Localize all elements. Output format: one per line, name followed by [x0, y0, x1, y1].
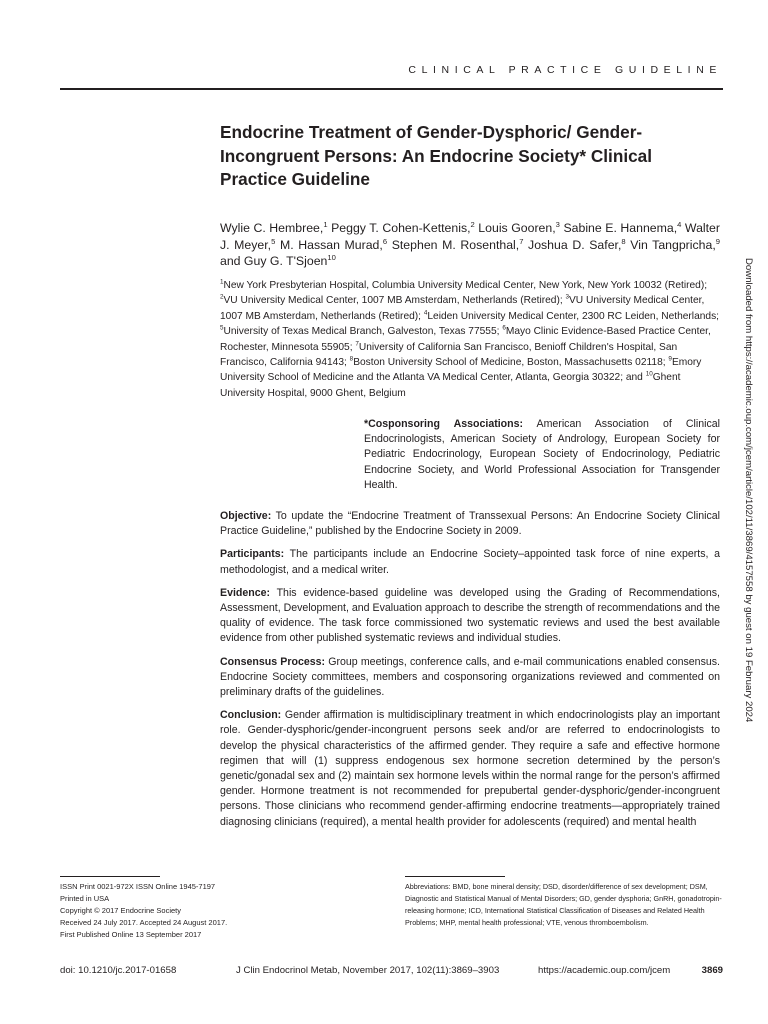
cosponsors-label: *Cosponsoring Associations:: [364, 418, 524, 430]
affiliation-marker: 8: [349, 355, 354, 363]
abstract-evidence: [220, 586, 720, 647]
published-line: First Published Online 13 September 2017: [60, 930, 202, 939]
abstract-conclusion: [220, 708, 720, 830]
author-name: and Guy G. T'Sjoen: [220, 254, 328, 269]
author-affiliation-marker: 1: [323, 219, 328, 229]
affiliation-marker: 5: [220, 324, 224, 332]
author-name: Sabine E. Hannema,: [563, 221, 678, 235]
participants-text: The participants include an Endocrine Society–appointed task force of nine experts, a methodologist, and a medical writer.: [220, 548, 720, 576]
affiliation-marker: 6: [502, 324, 506, 332]
participants-label: Participants:: [220, 548, 285, 561]
abstract-consensus: [220, 655, 720, 701]
printed-line: Printed in USA: [60, 894, 110, 903]
conclusion-label: Conclusion:: [220, 709, 282, 722]
author-affiliation-marker: 9: [715, 236, 720, 246]
author-name: M. Hassan Murad,: [279, 237, 383, 252]
page-number: 3869: [701, 965, 723, 976]
cosponsors-text: American Association of Clinical Endocrinologists, American Society of Andrology, European Society for Pediatric Endocrinology, European Society of Endocrinology, Pediatric Endocrine Society, and World Professional Association for Transgender Health.: [364, 418, 720, 491]
author-name: Wylie C. Hembree,: [220, 221, 324, 235]
author-affiliation-marker: 4: [677, 219, 682, 229]
copyright-line: Copyright © 2017 Endocrine Society: [60, 906, 182, 915]
cosponsors-block: [364, 417, 720, 493]
journal-citation: J Clin Endocrinol Metab, November 2017, 102(11):3869–3903: [236, 965, 500, 976]
affiliations: [220, 278, 720, 401]
doi-link[interactable]: doi: 10.1210/jc.2017-01658: [60, 965, 177, 976]
evidence-label: Evidence:: [220, 586, 271, 599]
publication-info: [60, 881, 320, 941]
bottom-bar: [60, 965, 723, 979]
footer-rule-left: [60, 876, 160, 877]
affiliation-text: Leiden University Medical Center, 2300 RC Leiden, Netherlands;: [427, 310, 719, 322]
author-affiliation-marker: 6: [382, 236, 388, 246]
author-name: Joshua D. Safer,: [528, 237, 622, 252]
affiliation-marker: 9: [668, 355, 672, 363]
affiliation-marker: 2: [220, 294, 224, 302]
author-name: Stephen M. Rosenthal,: [391, 237, 520, 252]
author-affiliation-marker: 8: [621, 236, 626, 246]
evidence-text: This evidence-based guideline was developed using the Grading of Recommendations, Assessment, Development, and Evaluation approach to describe the strength of recommendations and the quality of evidence. The task force commissioned two systematic reviews and used the best available evidence from other published systematic reviews and individual studies.: [220, 586, 720, 645]
objective-text: To update the “Endocrine Treatment of Transsexual Persons: An Endocrine Society Clinical Practice Guideline,” published by the Endocrine Society in 2009.: [220, 510, 720, 538]
author-name: Louis Gooren,: [478, 221, 556, 235]
author-affiliation-marker: 5: [271, 236, 276, 246]
author-list: [220, 220, 720, 270]
author-affiliation-marker: 2: [470, 219, 475, 229]
abbreviations-note: Abbreviations: BMD, bone mineral density; DSD, disorder/difference of sex development; DSM, Diagnostic and Statistical Manual of Mental Disorders; GD, gender dysphoria; GnRH, gonadotropin-releasing hormone; ICD, International Statistical Classification of Diseases and Related Health Problems; MHP, mental health professional; VTE, venous thromboembolism.: [405, 882, 722, 927]
journal-url-link[interactable]: https://academic.oup.com/jcem: [538, 965, 671, 976]
affiliation-marker: 3: [565, 294, 570, 302]
author-affiliation-marker: 7: [519, 236, 524, 246]
running-header: CLINICAL PRACTICE GUIDELINE: [408, 64, 722, 76]
author-name: Vin Tangpricha,: [630, 237, 716, 252]
footer-rule-right: [405, 876, 505, 877]
affiliation-marker: 7: [355, 340, 359, 348]
download-watermark: Downloaded from https://academic.oup.com/jcem/article/102/11/3869/4157558 by guest on 19 February 2024: [743, 258, 754, 723]
abstract: [220, 509, 720, 838]
author-name: Peggy T. Cohen-Kettenis,: [331, 221, 471, 235]
affiliation-text: Ghent University Hospital, 9000 Ghent, Belgium: [220, 372, 681, 399]
affiliation-text: VU University Medical Center, 1007 MB Amsterdam, Netherlands (Retired);: [223, 295, 566, 307]
affiliation-marker: 4: [423, 309, 428, 317]
article-title: Endocrine Treatment of Gender-Dysphoric/ Gender-Incongruent Persons: An Endocrine Society* Clinical Practice Guideline: [220, 122, 652, 189]
header-rule: [60, 88, 723, 90]
affiliation-text: VU University Medical Center, 1007 MB Amsterdam, Netherlands (Retired);: [220, 295, 705, 322]
affiliation-text: Mayo Clinic Evidence-Based Practice Center, Rochester, Minnesota 55905;: [220, 326, 711, 353]
consensus-text: Group meetings, conference calls, and e-mail communications enabled consensus. Endocrine Society committees, members and cosponsoring organizations reviewed and commented on preliminary drafts of the guidelines.: [220, 655, 720, 699]
abstract-participants: [220, 547, 720, 577]
affiliation-text: Boston University School of Medicine, Boston, Massachusetts 02118;: [353, 357, 669, 369]
issn-line: ISSN Print 0021-972X ISSN Online 1945-7197: [60, 882, 216, 891]
affiliation-marker: 10: [645, 371, 653, 379]
affiliation-text: University of Texas Medical Branch, Galveston, Texas 77555;: [223, 326, 503, 338]
objective-label: Objective:: [220, 510, 272, 522]
affiliation-text: Emory University School of Medicine and the Atlanta VA Medical Center, Atlanta, Georgia 30322; and: [220, 357, 702, 384]
consensus-label: Consensus Process:: [220, 655, 326, 668]
affiliation-text: New York Presbyterian Hospital, Columbia University Medical Center, New York, New York 10032 (Retired);: [223, 280, 708, 291]
author-affiliation-marker: 3: [555, 219, 560, 229]
affiliation-marker: 1: [220, 278, 224, 286]
affiliation-text: University of California San Francisco, Benioff Children's Hospital, San Francisco, California 94143;: [220, 341, 678, 369]
author-affiliation-marker: 10: [327, 253, 336, 263]
conclusion-text: Gender affirmation is multidisciplinary treatment in which endocrinologists play an important role. Gender-dysphoric/gender-incongruent persons seek and/or are referred to endocrinologists to develop the physical characteristics of the affirmed gender. They require a safe and effective hormone regimen that will (1) suppress endogenous sex hormone secretion determined by the person’s genetic/gonadal sex and (2) maintain sex hormone levels within the normal range for the person’s affirmed gender. Hormone treatment is not recommended for prepubertal gender-dysphoric/gender-incongruent persons. Those clinicians who recommend gender-affirming endocrine treatments—appropriately trained diagnosing clinicians (required), a mental health provider for adolescents (required) and mental health: [220, 709, 720, 828]
author-name: Walter J. Meyer,: [220, 221, 720, 252]
received-line: Received 24 July 2017. Accepted 24 August 2017.: [60, 918, 228, 927]
abstract-objective: [220, 509, 720, 539]
